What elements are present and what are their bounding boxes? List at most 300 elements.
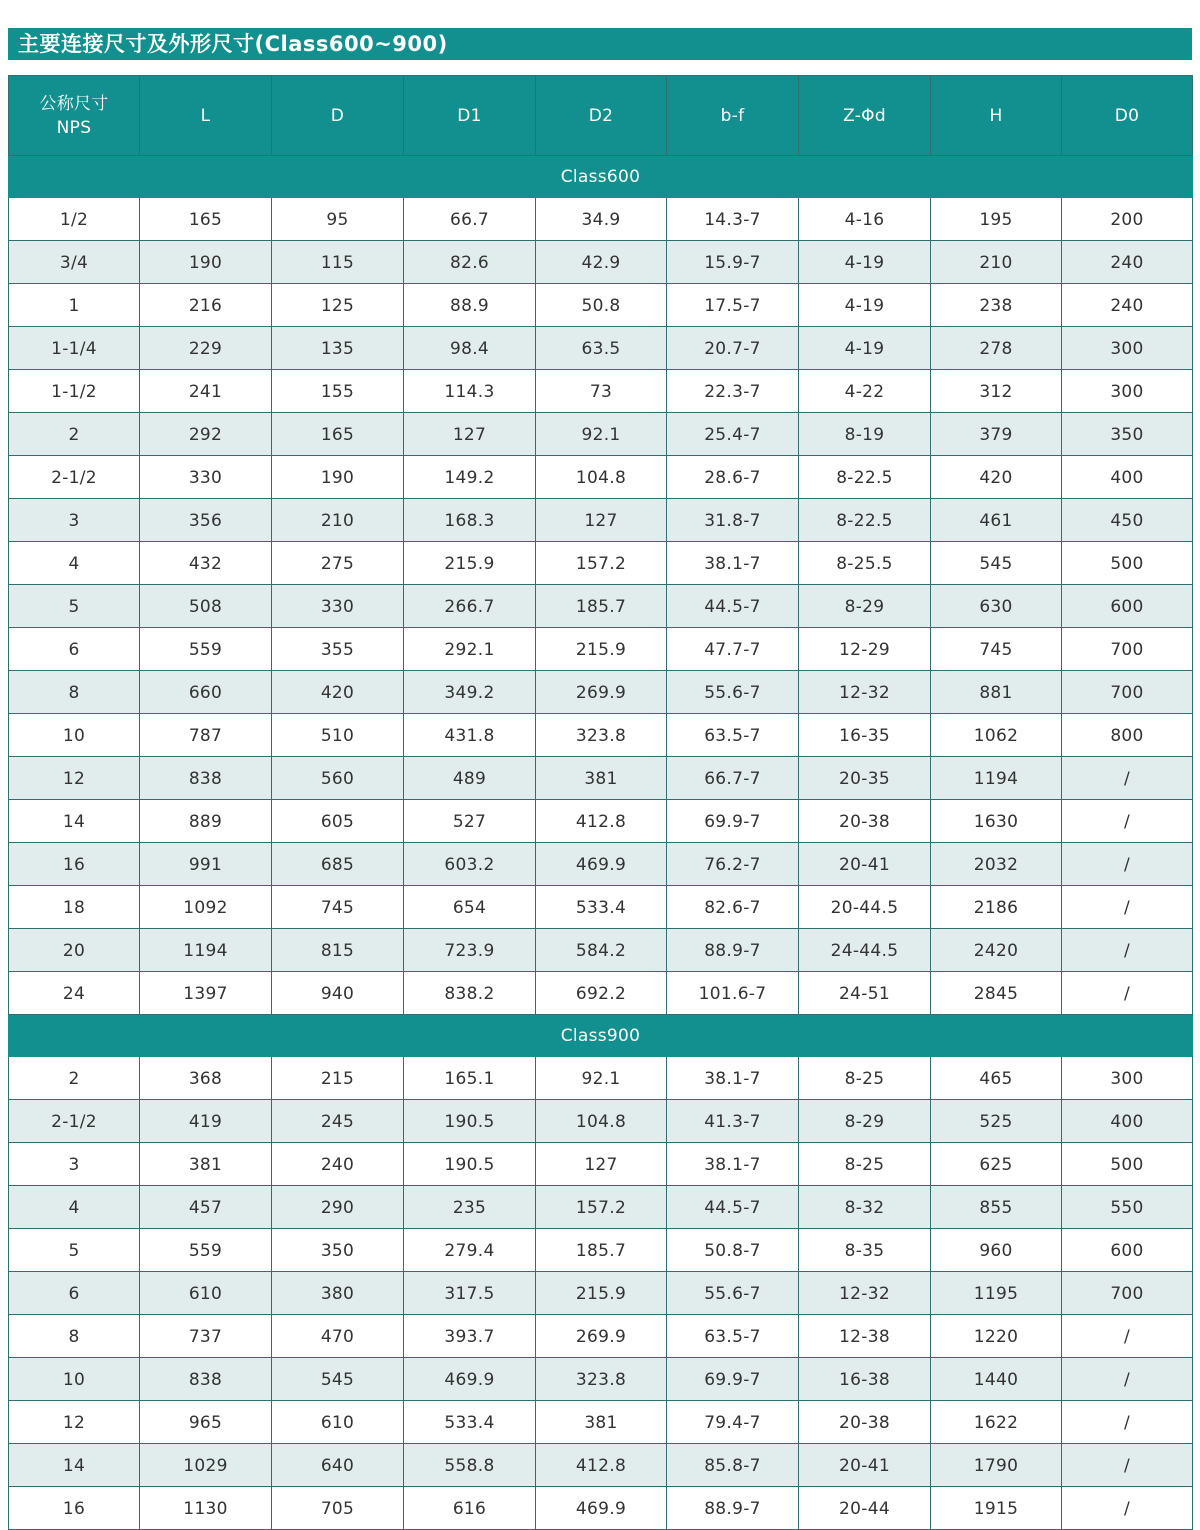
- table-cell: 10: [9, 714, 140, 757]
- table-cell: 8: [9, 671, 140, 714]
- table-cell: 419: [140, 1100, 272, 1143]
- table-cell: 269.9: [536, 1315, 667, 1358]
- table-cell: 85.8-7: [667, 1444, 799, 1487]
- table-cell: 20-38: [799, 1401, 931, 1444]
- table-cell: 41.3-7: [667, 1100, 799, 1143]
- section-label: Class600: [9, 156, 1193, 198]
- table-cell: 692.2: [536, 972, 667, 1015]
- table-body: [9, 156, 1193, 1530]
- table-cell: 550: [1062, 1186, 1193, 1229]
- table-cell: 6: [9, 1272, 140, 1315]
- table-cell: 82.6-7: [667, 886, 799, 929]
- table-cell: 838: [140, 757, 272, 800]
- table-cell: 500: [1062, 1143, 1193, 1186]
- table-cell: 1092: [140, 886, 272, 929]
- table-cell: 38.1-7: [667, 1143, 799, 1186]
- table-cell: 38.1-7: [667, 542, 799, 585]
- table-cell: 22.3-7: [667, 370, 799, 413]
- table-cell: 381: [536, 1401, 667, 1444]
- table-cell: 195: [931, 198, 1062, 241]
- header-nps-line2: NPS: [56, 117, 92, 138]
- table-cell: 2: [9, 1057, 140, 1100]
- table-cell: 400: [1062, 1100, 1193, 1143]
- table-cell: 610: [140, 1272, 272, 1315]
- table-cell: 15.9-7: [667, 241, 799, 284]
- table-cell: 157.2: [536, 1186, 667, 1229]
- table-cell: 469.9: [404, 1358, 536, 1401]
- table-cell: 18: [9, 886, 140, 929]
- table-cell: 640: [272, 1444, 404, 1487]
- table-cell: 95: [272, 198, 404, 241]
- table-cell: 88.9-7: [667, 929, 799, 972]
- table-cell: 50.8: [536, 284, 667, 327]
- table-cell: 114.3: [404, 370, 536, 413]
- table-cell: 1622: [931, 1401, 1062, 1444]
- table-cell: 92.1: [536, 413, 667, 456]
- table-cell: 14: [9, 1444, 140, 1487]
- table-cell: 8-29: [799, 585, 931, 628]
- table-cell: 610: [272, 1401, 404, 1444]
- table-cell: 127: [536, 499, 667, 542]
- table-cell: 559: [140, 628, 272, 671]
- header-z-d: Z-Φd: [799, 76, 931, 156]
- table-cell: 88.9: [404, 284, 536, 327]
- table-cell: 2845: [931, 972, 1062, 1015]
- table-cell: 838: [140, 1358, 272, 1401]
- table-cell: 101.6-7: [667, 972, 799, 1015]
- table-cell: 527: [404, 800, 536, 843]
- table-cell: 5: [9, 1229, 140, 1272]
- table-cell: 787: [140, 714, 272, 757]
- table-cell: 1194: [140, 929, 272, 972]
- table-cell: 469.9: [536, 843, 667, 886]
- table-cell: 349.2: [404, 671, 536, 714]
- table-cell: 14: [9, 800, 140, 843]
- table-cell: 12-32: [799, 1272, 931, 1315]
- table-cell: 489: [404, 757, 536, 800]
- table-cell: 8-25.5: [799, 542, 931, 585]
- table-row: [9, 1057, 1193, 1100]
- table-cell: 379: [931, 413, 1062, 456]
- table-cell: 20-44: [799, 1487, 931, 1530]
- table-cell: 1062: [931, 714, 1062, 757]
- table-cell: 215.9: [536, 628, 667, 671]
- table-cell: 73: [536, 370, 667, 413]
- table-cell: 4: [9, 542, 140, 585]
- table-cell: 210: [931, 241, 1062, 284]
- table-cell: 12-32: [799, 671, 931, 714]
- table-row: [9, 241, 1193, 284]
- header-l: L: [140, 76, 272, 156]
- table-cell: 238: [931, 284, 1062, 327]
- table-cell: 881: [931, 671, 1062, 714]
- table-row: [9, 757, 1193, 800]
- table-cell: 185.7: [536, 1229, 667, 1272]
- table-cell: 700: [1062, 1272, 1193, 1315]
- table-row: [9, 972, 1193, 1015]
- table-cell: 815: [272, 929, 404, 972]
- table-cell: 20-41: [799, 1444, 931, 1487]
- table-cell: 12-29: [799, 628, 931, 671]
- table-cell: 16: [9, 843, 140, 886]
- table-cell: 63.5-7: [667, 1315, 799, 1358]
- table-cell: 330: [140, 456, 272, 499]
- table-cell: 700: [1062, 628, 1193, 671]
- section-row: [9, 1015, 1193, 1057]
- table-cell: 2186: [931, 886, 1062, 929]
- table-cell: 705: [272, 1487, 404, 1530]
- table-cell: /: [1062, 1315, 1193, 1358]
- table-cell: 63.5: [536, 327, 667, 370]
- table-cell: 66.7: [404, 198, 536, 241]
- table-cell: 660: [140, 671, 272, 714]
- table-cell: 508: [140, 585, 272, 628]
- table-cell: 269.9: [536, 671, 667, 714]
- table-cell: 605: [272, 800, 404, 843]
- table-cell: 20-38: [799, 800, 931, 843]
- table-cell: 16-35: [799, 714, 931, 757]
- table-cell: 63.5-7: [667, 714, 799, 757]
- header-b-f: b-f: [667, 76, 799, 156]
- table-cell: 8: [9, 1315, 140, 1358]
- table-row: [9, 929, 1193, 972]
- header-d: D: [272, 76, 404, 156]
- header-d0: D0: [1062, 76, 1193, 156]
- table-cell: 300: [1062, 327, 1193, 370]
- table-cell: 393.7: [404, 1315, 536, 1358]
- table-cell: 165: [272, 413, 404, 456]
- table-cell: 127: [536, 1143, 667, 1186]
- table-cell: 533.4: [536, 886, 667, 929]
- table-cell: 745: [931, 628, 1062, 671]
- table-cell: 381: [140, 1143, 272, 1186]
- table-cell: 38.1-7: [667, 1057, 799, 1100]
- table-cell: 190: [140, 241, 272, 284]
- table-row: [9, 1186, 1193, 1229]
- table-row: [9, 1229, 1193, 1272]
- table-cell: 20-41: [799, 843, 931, 886]
- table-cell: 510: [272, 714, 404, 757]
- header-nps-line1: 公称尺寸: [39, 93, 109, 114]
- table-cell: 8-22.5: [799, 456, 931, 499]
- table-cell: 8-29: [799, 1100, 931, 1143]
- table-cell: 737: [140, 1315, 272, 1358]
- header-nps: [9, 76, 140, 156]
- table-cell: 12: [9, 1401, 140, 1444]
- table-cell: 44.5-7: [667, 1186, 799, 1229]
- table-cell: 4-16: [799, 198, 931, 241]
- table-cell: 168.3: [404, 499, 536, 542]
- table-cell: 98.4: [404, 327, 536, 370]
- table-cell: /: [1062, 1444, 1193, 1487]
- table-cell: 24-51: [799, 972, 931, 1015]
- table-row: [9, 1358, 1193, 1401]
- table-cell: 240: [272, 1143, 404, 1186]
- table-cell: 2-1/2: [9, 1100, 140, 1143]
- table-cell: 323.8: [536, 1358, 667, 1401]
- table-cell: 235: [404, 1186, 536, 1229]
- table-cell: 55.6-7: [667, 671, 799, 714]
- table-cell: 600: [1062, 1229, 1193, 1272]
- table-cell: 350: [1062, 413, 1193, 456]
- table-cell: /: [1062, 929, 1193, 972]
- table-cell: 432: [140, 542, 272, 585]
- table-cell: 47.7-7: [667, 628, 799, 671]
- page-title: 主要连接尺寸及外形尺寸(Class600~900): [8, 28, 1192, 60]
- table-cell: 381: [536, 757, 667, 800]
- table-cell: 8-35: [799, 1229, 931, 1272]
- table-cell: 104.8: [536, 1100, 667, 1143]
- table-cell: 135: [272, 327, 404, 370]
- table-row: [9, 671, 1193, 714]
- table-cell: 125: [272, 284, 404, 327]
- table-row: [9, 1487, 1193, 1530]
- table-cell: 127: [404, 413, 536, 456]
- header-d2: D2: [536, 76, 667, 156]
- table-cell: 215.9: [404, 542, 536, 585]
- table-cell: 16: [9, 1487, 140, 1530]
- table-cell: 216: [140, 284, 272, 327]
- table-cell: 1630: [931, 800, 1062, 843]
- table-row: [9, 542, 1193, 585]
- table-cell: 700: [1062, 671, 1193, 714]
- table-cell: 1397: [140, 972, 272, 1015]
- table-cell: 215.9: [536, 1272, 667, 1315]
- table-cell: 420: [931, 456, 1062, 499]
- table-cell: 92.1: [536, 1057, 667, 1100]
- table-cell: 5: [9, 585, 140, 628]
- table-cell: /: [1062, 1358, 1193, 1401]
- table-row: [9, 1272, 1193, 1315]
- table-cell: 8-32: [799, 1186, 931, 1229]
- table-cell: 79.4-7: [667, 1401, 799, 1444]
- table-cell: 42.9: [536, 241, 667, 284]
- table-cell: 317.5: [404, 1272, 536, 1315]
- table-cell: /: [1062, 757, 1193, 800]
- table-row: [9, 1315, 1193, 1358]
- table-cell: 431.8: [404, 714, 536, 757]
- table-cell: 330: [272, 585, 404, 628]
- table-cell: 350: [272, 1229, 404, 1272]
- table-cell: 1440: [931, 1358, 1062, 1401]
- table-cell: 104.8: [536, 456, 667, 499]
- table-cell: 625: [931, 1143, 1062, 1186]
- table-row: [9, 1143, 1193, 1186]
- table-row: [9, 843, 1193, 886]
- table-cell: 470: [272, 1315, 404, 1358]
- table-cell: 4: [9, 1186, 140, 1229]
- table-row: [9, 413, 1193, 456]
- section-row: [9, 156, 1193, 198]
- table-cell: 149.2: [404, 456, 536, 499]
- table-cell: 654: [404, 886, 536, 929]
- table-header-row: [9, 76, 1193, 156]
- header-h: H: [931, 76, 1062, 156]
- table-cell: 545: [272, 1358, 404, 1401]
- table-cell: 545: [931, 542, 1062, 585]
- table-row: [9, 585, 1193, 628]
- table-cell: 616: [404, 1487, 536, 1530]
- table-cell: 190.5: [404, 1100, 536, 1143]
- table-row: [9, 198, 1193, 241]
- table-cell: 215: [272, 1057, 404, 1100]
- table-cell: 412.8: [536, 800, 667, 843]
- table-cell: 4-19: [799, 241, 931, 284]
- table-cell: 190.5: [404, 1143, 536, 1186]
- table-cell: 190: [272, 456, 404, 499]
- table-cell: 461: [931, 499, 1062, 542]
- table-cell: 157.2: [536, 542, 667, 585]
- table-cell: 3/4: [9, 241, 140, 284]
- table-cell: 8-22.5: [799, 499, 931, 542]
- table-cell: 50.8-7: [667, 1229, 799, 1272]
- table-cell: 240: [1062, 284, 1193, 327]
- table-cell: 115: [272, 241, 404, 284]
- table-cell: 450: [1062, 499, 1193, 542]
- table-cell: 600: [1062, 585, 1193, 628]
- table-cell: 245: [272, 1100, 404, 1143]
- table-cell: 889: [140, 800, 272, 843]
- table-cell: 1-1/2: [9, 370, 140, 413]
- table-cell: 1195: [931, 1272, 1062, 1315]
- table-cell: 16-38: [799, 1358, 931, 1401]
- table-cell: 278: [931, 327, 1062, 370]
- table-cell: 800: [1062, 714, 1193, 757]
- table-cell: 1790: [931, 1444, 1062, 1487]
- table-cell: 8-19: [799, 413, 931, 456]
- table-cell: 991: [140, 843, 272, 886]
- table-row: [9, 456, 1193, 499]
- table-cell: 76.2-7: [667, 843, 799, 886]
- table-cell: 380: [272, 1272, 404, 1315]
- table-cell: 20-44.5: [799, 886, 931, 929]
- table-cell: 292.1: [404, 628, 536, 671]
- table-cell: 940: [272, 972, 404, 1015]
- table-row: [9, 800, 1193, 843]
- table-cell: 525: [931, 1100, 1062, 1143]
- table-cell: 420: [272, 671, 404, 714]
- table-cell: 1/2: [9, 198, 140, 241]
- table-cell: 24-44.5: [799, 929, 931, 972]
- table-cell: 1130: [140, 1487, 272, 1530]
- table-cell: 17.5-7: [667, 284, 799, 327]
- table-cell: 279.4: [404, 1229, 536, 1272]
- table-cell: 465: [931, 1057, 1062, 1100]
- table-cell: 290: [272, 1186, 404, 1229]
- table-cell: 457: [140, 1186, 272, 1229]
- table-cell: 69.9-7: [667, 1358, 799, 1401]
- table-cell: 8-25: [799, 1143, 931, 1186]
- table-cell: 500: [1062, 542, 1193, 585]
- section-label: Class900: [9, 1015, 1193, 1057]
- table-row: [9, 714, 1193, 757]
- table-cell: 66.7-7: [667, 757, 799, 800]
- table-cell: 965: [140, 1401, 272, 1444]
- table-cell: 88.9-7: [667, 1487, 799, 1530]
- table-cell: 2: [9, 413, 140, 456]
- table-cell: /: [1062, 800, 1193, 843]
- table-row: [9, 284, 1193, 327]
- table-cell: 55.6-7: [667, 1272, 799, 1315]
- table-cell: 630: [931, 585, 1062, 628]
- table-cell: 20.7-7: [667, 327, 799, 370]
- table-cell: 241: [140, 370, 272, 413]
- table-cell: 24: [9, 972, 140, 1015]
- table-row: [9, 370, 1193, 413]
- header-d1: D1: [404, 76, 536, 156]
- table-cell: 2420: [931, 929, 1062, 972]
- table-row: [9, 1444, 1193, 1487]
- table-cell: 28.6-7: [667, 456, 799, 499]
- table-cell: 300: [1062, 1057, 1193, 1100]
- table-cell: 3: [9, 1143, 140, 1186]
- table-cell: 1194: [931, 757, 1062, 800]
- table-cell: 6: [9, 628, 140, 671]
- table-cell: 266.7: [404, 585, 536, 628]
- table-cell: 356: [140, 499, 272, 542]
- table-cell: 685: [272, 843, 404, 886]
- table-cell: 368: [140, 1057, 272, 1100]
- table-cell: 25.4-7: [667, 413, 799, 456]
- dimensions-table: [8, 75, 1193, 1530]
- table-cell: 8-25: [799, 1057, 931, 1100]
- table-cell: 20-35: [799, 757, 931, 800]
- table-cell: 155: [272, 370, 404, 413]
- table-cell: 559: [140, 1229, 272, 1272]
- table-cell: 745: [272, 886, 404, 929]
- table-cell: 2032: [931, 843, 1062, 886]
- table-cell: 300: [1062, 370, 1193, 413]
- table-row: [9, 628, 1193, 671]
- table-cell: 69.9-7: [667, 800, 799, 843]
- table-cell: 723.9: [404, 929, 536, 972]
- table-cell: 584.2: [536, 929, 667, 972]
- table-cell: 185.7: [536, 585, 667, 628]
- table-cell: 312: [931, 370, 1062, 413]
- table-cell: /: [1062, 886, 1193, 929]
- table-row: [9, 499, 1193, 542]
- table-cell: 12: [9, 757, 140, 800]
- table-cell: 1220: [931, 1315, 1062, 1358]
- table-cell: 10: [9, 1358, 140, 1401]
- table-cell: 165.1: [404, 1057, 536, 1100]
- table-cell: 469.9: [536, 1487, 667, 1530]
- table-cell: 558.8: [404, 1444, 536, 1487]
- table-cell: 20: [9, 929, 140, 972]
- table-cell: 838.2: [404, 972, 536, 1015]
- table-row: [9, 886, 1193, 929]
- table-cell: 412.8: [536, 1444, 667, 1487]
- table-cell: 855: [931, 1186, 1062, 1229]
- table-cell: 4-22: [799, 370, 931, 413]
- table-cell: 292: [140, 413, 272, 456]
- table-cell: 240: [1062, 241, 1193, 284]
- table-cell: 12-38: [799, 1315, 931, 1358]
- table-cell: 323.8: [536, 714, 667, 757]
- table-cell: /: [1062, 843, 1193, 886]
- table-cell: 355: [272, 628, 404, 671]
- table-cell: 165: [140, 198, 272, 241]
- table-cell: 560: [272, 757, 404, 800]
- table-cell: /: [1062, 1401, 1193, 1444]
- table-cell: 4-19: [799, 284, 931, 327]
- table-cell: 960: [931, 1229, 1062, 1272]
- table-cell: 14.3-7: [667, 198, 799, 241]
- table-cell: 44.5-7: [667, 585, 799, 628]
- table-cell: 1029: [140, 1444, 272, 1487]
- table-cell: 603.2: [404, 843, 536, 886]
- table-cell: 275: [272, 542, 404, 585]
